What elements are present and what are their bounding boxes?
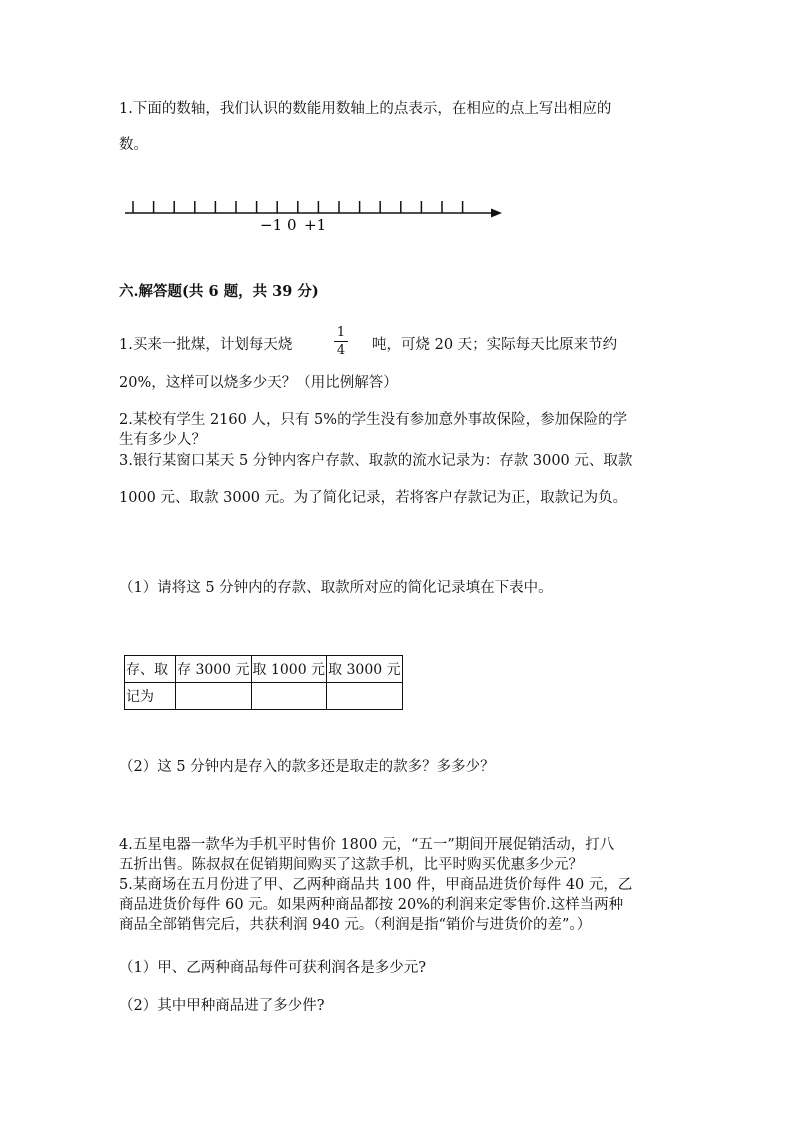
table-cell: 存、取 <box>125 656 176 683</box>
table-row <box>125 683 403 710</box>
axis-label-neg1: −1 <box>260 216 283 234</box>
p5-sub1: （1）甲、乙两种商品每件可获利润各是多少元? <box>119 960 426 976</box>
table-cell-blank <box>327 683 403 710</box>
p2-line1: 2.某校有学生 2160 人，只有 5%的学生没有参加意外事故保险，参加保险的学 <box>119 412 628 428</box>
p3-sub1: （1）请将这 5 分钟内的存款、取款所对应的简化记录填在下表中。 <box>119 580 553 596</box>
table-cell: 存 3000 元 <box>176 656 252 683</box>
table-row <box>125 656 403 683</box>
fraction-bar <box>334 341 348 342</box>
table-cell: 取 1000 元 <box>251 656 327 683</box>
p5-sub2: （2）其中甲种商品进了多少件? <box>119 998 325 1014</box>
p5-line2: 商品进货价每件 60 元。如果两种商品都按 20%的利润来定零售价.这样当两种 <box>119 897 624 913</box>
table-cell: 取 3000 元 <box>327 656 403 683</box>
fraction-one-quarter <box>333 325 349 358</box>
p3-line1: 3.银行某窗口某天 5 分钟内客户存款、取款的流水记录为：存款 3000 元、取款 <box>119 453 633 469</box>
number-line-arrow <box>491 209 502 218</box>
number-line-ticks <box>133 201 463 213</box>
number-line <box>120 195 510 240</box>
p1-line2: 20%，这样可以烧多少天？（用比例解答） <box>119 375 398 391</box>
p5-line3: 商品全部销售完后，共获利润 940 元。（利润是指“销价与进货价的差”。） <box>119 917 592 933</box>
p5-line1: 5.某商场在五月份进了甲、乙两种商品共 100 件，甲商品进货价每件 40 元，乙 <box>119 877 633 893</box>
table-cell-blank <box>176 683 252 710</box>
table-cell-blank <box>251 683 327 710</box>
p4-line1: 4.五星电器一款华为手机平时售价 1800 元，“五一”期间开展促销活动，打八 <box>119 837 615 853</box>
q1-line2: 数。 <box>119 137 148 153</box>
axis-label-0: 0 <box>287 216 297 234</box>
q1-line1: 1.下面的数轴，我们认识的数能用数轴上的点表示，在相应的点上写出相应的 <box>119 101 612 117</box>
section-heading: 六.解答题(共 6 题，共 39 分) <box>119 283 319 300</box>
fraction-denominator: 4 <box>336 343 346 358</box>
table-cell: 记为 <box>125 683 176 710</box>
record-table <box>124 655 403 710</box>
p2-line2: 生有多少人？ <box>119 432 206 448</box>
fraction-numerator: 1 <box>336 325 346 340</box>
p3-sub2: （2）这 5 分钟内是存入的款多还是取走的款多？多多少？ <box>119 759 495 775</box>
p1-line1-a: 1.买来一批煤，计划每天烧 <box>119 337 293 353</box>
p1-line1-b: 吨，可烧 20 天；实际每天比原来节约 <box>372 337 618 353</box>
axis-label-pos1: +1 <box>304 216 327 234</box>
p4-line2: 五折出售。陈叔叔在促销期间购买了这款手机，比平时购买优惠多少元？ <box>119 857 583 873</box>
p3-line2: 1000 元、取款 3000 元。为了简化记录，若将客户存款记为正，取款记为负。 <box>119 490 628 506</box>
